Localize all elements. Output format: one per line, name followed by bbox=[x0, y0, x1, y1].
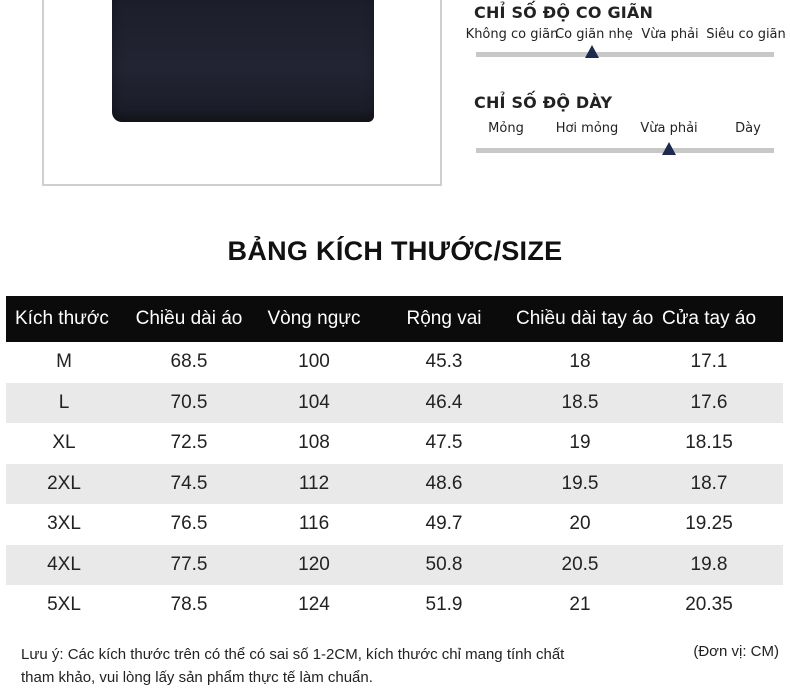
size-table bbox=[6, 296, 783, 626]
cell-shoulder: 47.5 bbox=[425, 432, 463, 454]
cell-shoulder: 48.6 bbox=[425, 472, 463, 494]
cell-sleeve-length: 20 bbox=[569, 513, 591, 535]
cell-cuff: 19.8 bbox=[690, 553, 728, 575]
stretch-scale-bar bbox=[476, 52, 774, 57]
header-length: Chiều dài áo bbox=[135, 308, 243, 329]
cell-size: L bbox=[58, 391, 70, 413]
cell-size: 5XL bbox=[47, 594, 81, 616]
cell-chest: 108 bbox=[298, 432, 330, 454]
cell-length: 72.5 bbox=[170, 432, 208, 454]
stretch-label-slight: Co giãn nhẹ bbox=[555, 27, 633, 42]
cell-shoulder: 50.8 bbox=[425, 553, 463, 575]
size-table-title: BẢNG KÍCH THƯỚC/SIZE bbox=[227, 236, 563, 266]
cell-shoulder: 46.4 bbox=[425, 391, 463, 413]
header-size: Kích thước bbox=[15, 308, 109, 329]
cell-length: 77.5 bbox=[170, 553, 208, 575]
table-row bbox=[6, 545, 783, 586]
disclaimer-note: Lưu ý: Các kích thước trên có thể có sai số 1-2CM, kích thước chỉ mang tính chất tham khảo, vui lòng lấy sản phẩm thực tế làm chuẩn. bbox=[21, 646, 565, 686]
thickness-marker-icon bbox=[662, 142, 676, 155]
header-cuff: Cửa tay áo bbox=[661, 308, 757, 329]
cell-size: XL bbox=[52, 432, 76, 454]
table-row bbox=[6, 423, 783, 464]
cell-cuff: 17.6 bbox=[690, 391, 728, 413]
cell-chest: 124 bbox=[298, 594, 330, 616]
cell-chest: 116 bbox=[298, 513, 330, 535]
cell-cuff: 18.15 bbox=[685, 432, 733, 454]
product-photo-frame bbox=[42, 0, 442, 186]
cell-shoulder: 49.7 bbox=[425, 513, 463, 535]
cell-chest: 120 bbox=[298, 553, 330, 575]
stretch-label-none: Không co giãn bbox=[465, 27, 559, 42]
cell-length: 68.5 bbox=[170, 351, 208, 373]
cell-length: 74.5 bbox=[170, 472, 208, 494]
unit-label: (Đơn vị: CM) bbox=[693, 643, 779, 660]
cell-size: 4XL bbox=[47, 553, 81, 575]
table-row bbox=[6, 342, 783, 383]
table-row bbox=[6, 504, 783, 545]
stretch-index-title: CHỈ SỐ ĐỘ CO GIÃN bbox=[474, 3, 654, 22]
cell-shoulder: 45.3 bbox=[425, 351, 463, 373]
cell-sleeve-length: 19.5 bbox=[561, 472, 599, 494]
stretch-marker-icon bbox=[585, 45, 599, 58]
table-row bbox=[6, 383, 783, 424]
table-body bbox=[6, 342, 783, 626]
cell-length: 78.5 bbox=[170, 594, 208, 616]
cell-length: 70.5 bbox=[170, 391, 208, 413]
thickness-index bbox=[474, 92, 774, 162]
cell-sleeve-length: 18 bbox=[569, 351, 591, 373]
shirt-image bbox=[112, 0, 374, 122]
cell-chest: 100 bbox=[298, 351, 330, 373]
cell-chest: 104 bbox=[298, 391, 330, 413]
table-row bbox=[6, 585, 783, 626]
thickness-scale-bar bbox=[476, 148, 774, 153]
stretch-index bbox=[465, 0, 786, 70]
stretch-label-medium: Vừa phải bbox=[641, 27, 699, 42]
cell-length: 76.5 bbox=[170, 513, 208, 535]
table-header bbox=[6, 296, 783, 342]
header-sleeve-length: Chiều dài tay áo bbox=[516, 308, 654, 329]
cell-size: M bbox=[56, 351, 72, 373]
cell-chest: 112 bbox=[298, 472, 330, 494]
cell-sleeve-length: 19 bbox=[569, 432, 591, 454]
cell-cuff: 19.25 bbox=[685, 513, 733, 535]
thickness-label-thick: Dày bbox=[735, 121, 761, 136]
cell-shoulder: 51.9 bbox=[425, 594, 463, 616]
cell-cuff: 17.1 bbox=[690, 351, 728, 373]
stretch-label-super: Siêu co giãn bbox=[706, 27, 786, 42]
thickness-label-medium: Vừa phải bbox=[640, 121, 698, 136]
cell-sleeve-length: 21 bbox=[569, 594, 591, 616]
table-row bbox=[6, 464, 783, 505]
cell-sleeve-length: 20.5 bbox=[561, 553, 599, 575]
thickness-label-slightly-thin: Hơi mỏng bbox=[555, 121, 619, 136]
header-shoulder: Rộng vai bbox=[406, 308, 482, 329]
thickness-label-thin: Mỏng bbox=[488, 121, 524, 136]
cell-sleeve-length: 18.5 bbox=[561, 391, 599, 413]
cell-cuff: 18.7 bbox=[690, 472, 728, 494]
cell-cuff: 20.35 bbox=[685, 594, 733, 616]
thickness-index-title: CHỈ SỐ ĐỘ DÀY bbox=[474, 93, 613, 112]
header-chest: Vòng ngực bbox=[267, 308, 361, 329]
cell-size: 2XL bbox=[47, 472, 81, 494]
cell-size: 3XL bbox=[47, 513, 81, 535]
